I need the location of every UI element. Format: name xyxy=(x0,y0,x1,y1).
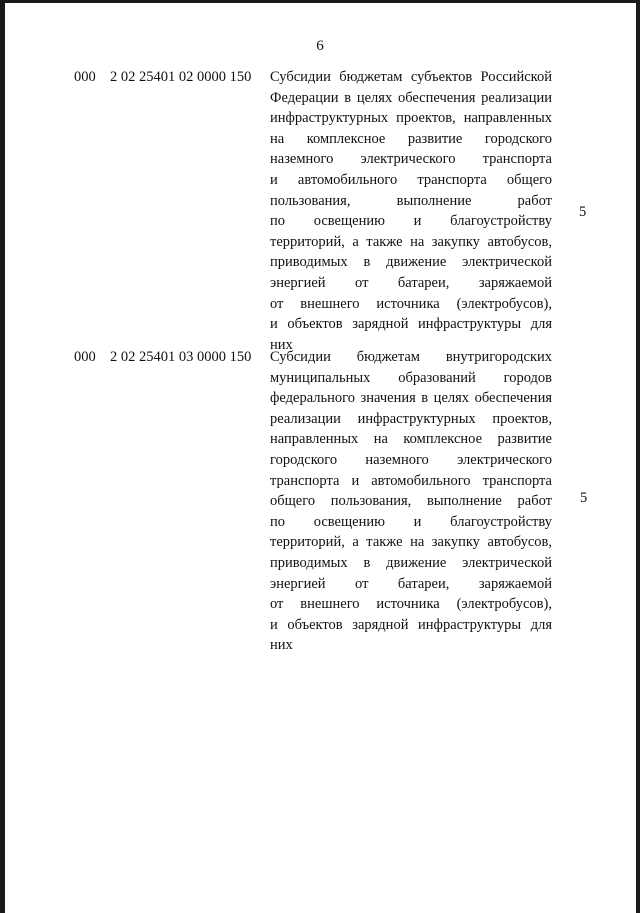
description-line: Субсидии бюджетам внутригородских xyxy=(270,349,552,365)
row-description xyxy=(270,67,552,355)
description-line: наземного электрического транспорта xyxy=(270,151,552,168)
description-line: энергией от батареи, заряжаемой xyxy=(270,274,552,291)
description-line: территорий, а также на закупку автобусов, xyxy=(270,534,552,551)
scan-edge-left xyxy=(0,0,5,913)
row-description xyxy=(270,347,552,656)
description-line: общего пользования, выполнение работ xyxy=(270,493,552,510)
description-line: и объектов зарядной инфраструктуры для xyxy=(270,316,552,333)
page-number: 6 xyxy=(316,38,324,54)
description-line: них xyxy=(270,336,293,353)
admin-code: 000 xyxy=(74,349,96,365)
amount-value: 5 xyxy=(579,204,587,220)
description-line: направленных на комплексное развитие xyxy=(270,431,552,448)
description-line: энергией от батареи, заряжаемой xyxy=(270,575,552,592)
description-line: Федерации в целях обеспечения реализации xyxy=(270,89,552,106)
description-line: городского наземного электрического xyxy=(270,451,552,468)
description-line: и объектов зарядной инфраструктуры для xyxy=(270,616,552,633)
description-line: и автомобильного транспорта общего xyxy=(270,171,552,188)
description-line: муниципальных образований городов xyxy=(270,369,552,386)
description-line: на комплексное развитие городского xyxy=(270,130,552,147)
description-line: Субсидии бюджетам субъектов Российской xyxy=(270,69,552,85)
description-line: от внешнего источника (электробусов), xyxy=(270,596,552,613)
description-line: них xyxy=(270,637,293,654)
amount-value: 5 xyxy=(580,490,588,506)
admin-code: 000 xyxy=(74,69,96,85)
description-line: приводимых в движение электрической xyxy=(270,254,552,271)
description-line: пользования, выполнение работ xyxy=(270,192,552,209)
description-line: инфраструктурных проектов, направленных xyxy=(270,110,552,127)
description-line: приводимых в движение электрической xyxy=(270,554,552,571)
description-line: по освещению и благоустройству xyxy=(270,513,552,530)
description-line: по освещению и благоустройству xyxy=(270,213,552,230)
description-line: от внешнего источника (электробусов), xyxy=(270,295,552,312)
scan-edge-right xyxy=(636,0,640,913)
description-line: реализации инфраструктурных проектов, xyxy=(270,410,552,427)
description-line: федерального значения в целях обеспечения xyxy=(270,390,552,407)
description-line: транспорта и автомобильного транспорта xyxy=(270,472,552,489)
budget-classification-code: 2 02 25401 02 0000 150 xyxy=(110,69,252,85)
description-line: территорий, а также на закупку автобусов, xyxy=(270,233,552,250)
scan-edge-top xyxy=(0,0,640,3)
budget-classification-code: 2 02 25401 03 0000 150 xyxy=(110,349,252,365)
